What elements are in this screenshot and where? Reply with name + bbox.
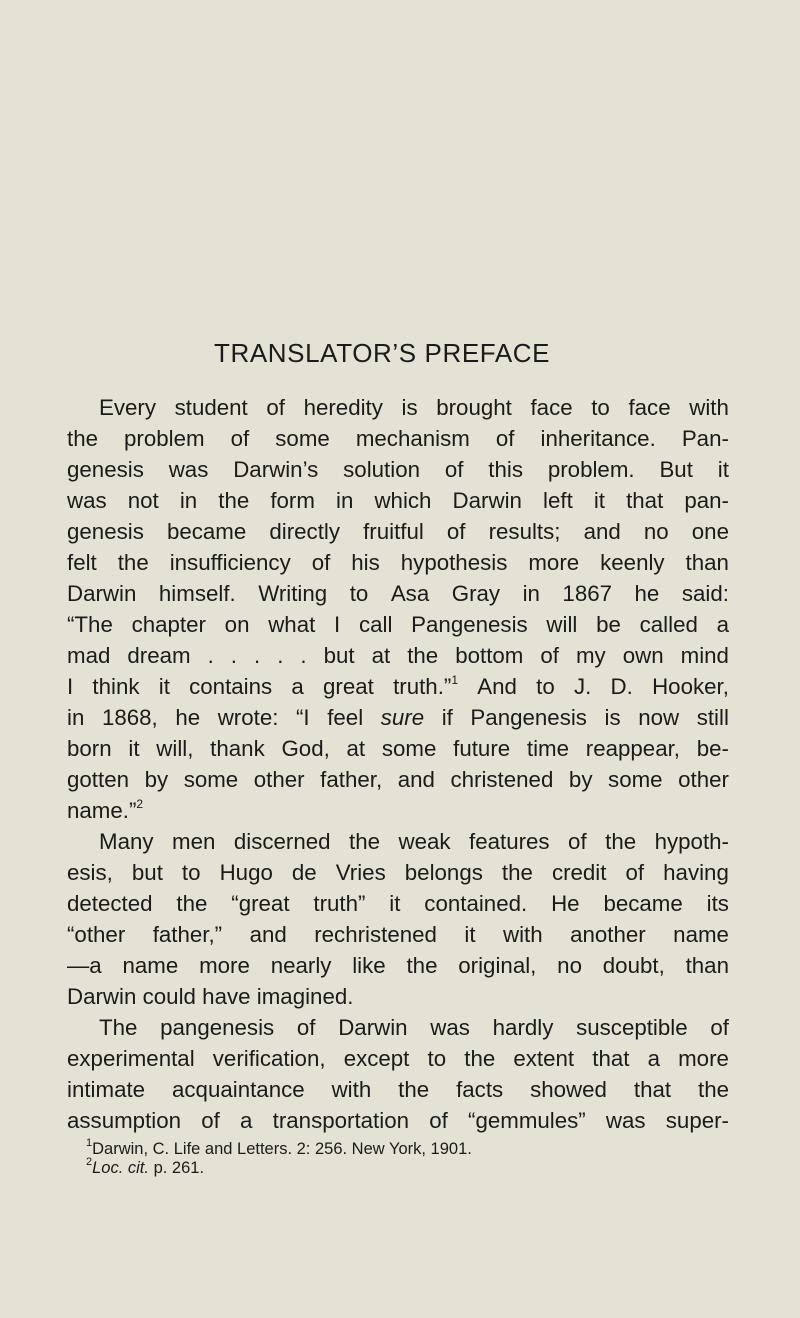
word: was — [67, 488, 107, 513]
word: showed — [530, 1077, 607, 1102]
word: some — [381, 736, 437, 761]
word: father, — [320, 767, 383, 792]
word: of — [266, 395, 285, 420]
preface-body — [67, 392, 729, 1136]
word: more — [199, 953, 250, 978]
word: rechristened — [314, 922, 437, 947]
word: is — [604, 705, 621, 730]
word: in — [179, 488, 198, 513]
word: like — [352, 953, 386, 978]
word: of — [540, 643, 559, 668]
word: “I — [296, 705, 310, 730]
footnote-ref: 1 — [451, 672, 459, 687]
word: Darwin’s — [233, 457, 319, 482]
word: a — [291, 674, 304, 699]
text-line — [67, 640, 729, 671]
footnote-1 — [86, 1136, 746, 1159]
word: 1868, — [101, 705, 158, 730]
word: Gray — [451, 581, 501, 606]
text-line — [67, 1012, 729, 1043]
word: mind — [680, 643, 729, 668]
word: another — [570, 922, 646, 947]
word: gotten — [67, 767, 129, 792]
word: inheritance. — [540, 426, 656, 451]
word: “The — [67, 612, 113, 637]
word: I — [334, 612, 341, 637]
word: than — [685, 550, 729, 575]
footnote-text: p. 261. — [148, 1159, 205, 1177]
word: of — [446, 519, 466, 544]
word: 1867 — [562, 581, 613, 606]
word: was — [605, 1108, 646, 1133]
word: became — [603, 891, 683, 916]
word: dream — [127, 643, 191, 668]
word: is — [401, 395, 418, 420]
word: be — [596, 612, 621, 637]
word: name — [122, 953, 179, 978]
word: the — [406, 953, 438, 978]
word: problem — [124, 426, 205, 451]
word: Pan- — [681, 426, 729, 451]
word: which — [374, 488, 432, 513]
word: call — [358, 612, 393, 637]
word: . — [230, 643, 237, 668]
word: will — [546, 612, 578, 637]
word: by — [144, 767, 169, 792]
word: brought — [436, 395, 512, 420]
word: have — [202, 984, 251, 1009]
word: . — [277, 643, 284, 668]
word: to — [181, 860, 201, 885]
word: the — [698, 1077, 729, 1102]
word: . — [253, 643, 261, 668]
word: truth.”$^1$ — [393, 672, 459, 699]
word: but — [323, 643, 355, 668]
footnote-marker: 1 — [86, 1136, 93, 1149]
word: name.”$^2$ — [67, 796, 144, 823]
word: great — [323, 674, 374, 699]
word: Many — [99, 829, 154, 854]
word: facts — [456, 1077, 504, 1102]
word: of — [296, 1015, 316, 1040]
footnote-2 — [86, 1155, 746, 1178]
word: fruitful — [363, 519, 424, 544]
word: of — [625, 860, 645, 885]
text-line — [67, 1074, 729, 1105]
word: future — [453, 736, 511, 761]
word: God, — [281, 736, 330, 761]
word: one — [691, 519, 729, 544]
text-line — [67, 950, 729, 981]
word: on — [224, 612, 250, 637]
word: more — [678, 1046, 729, 1071]
text-line — [67, 578, 729, 609]
word: But — [659, 457, 693, 482]
word: truth” — [313, 891, 366, 916]
word: that — [626, 488, 664, 513]
footnote-loc-cit: Loc. cit. — [92, 1159, 149, 1177]
word: the — [349, 829, 380, 854]
word: Asa — [390, 581, 430, 606]
word: Hugo — [219, 860, 273, 885]
text-line — [67, 454, 729, 485]
word: pangenesis — [160, 1015, 275, 1040]
word: belongs — [404, 860, 483, 885]
word: . — [207, 643, 214, 668]
word: hypoth- — [654, 829, 729, 854]
text-line — [67, 702, 729, 733]
footnote-text: Darwin, C. Life and Letters. 2: 256. New York, 1901. — [92, 1140, 472, 1158]
word: reappear, — [585, 736, 680, 761]
text-line — [67, 485, 729, 516]
word: was — [168, 457, 209, 482]
word: with — [331, 1077, 372, 1102]
word: nearly — [270, 953, 332, 978]
footnotes — [86, 1136, 746, 1178]
word: form — [270, 488, 315, 513]
word: other — [678, 767, 729, 792]
word: verification, — [212, 1046, 326, 1071]
word: and — [249, 922, 287, 947]
word: men — [172, 829, 216, 854]
text-line — [67, 516, 729, 547]
word: experimental — [67, 1046, 195, 1071]
word: bottom — [455, 643, 524, 668]
word: some — [183, 767, 239, 792]
word: but — [131, 860, 163, 885]
word: of — [495, 426, 515, 451]
word: be- — [696, 736, 729, 761]
word: of — [201, 1108, 220, 1133]
word: hypothesis — [400, 550, 508, 575]
word: in — [522, 581, 540, 606]
word: its — [706, 891, 729, 916]
word: assumption — [67, 1108, 182, 1133]
word: “other — [67, 922, 126, 947]
word: Vries — [335, 860, 386, 885]
word: of — [230, 426, 250, 451]
word: his — [351, 550, 380, 575]
word: time — [526, 736, 570, 761]
text-line — [67, 671, 729, 702]
word: sure — [380, 705, 425, 730]
word: student — [174, 395, 248, 420]
text-line — [67, 857, 729, 888]
text-line — [67, 1043, 729, 1074]
footnote-marker: 2 — [86, 1155, 93, 1168]
word: features — [469, 829, 550, 854]
word: it — [717, 457, 729, 482]
word: not — [127, 488, 159, 513]
word: acquaintance — [172, 1077, 305, 1102]
word: Darwin — [452, 488, 522, 513]
word: doubt, — [602, 953, 665, 978]
word: it — [128, 736, 140, 761]
word: mechanism — [355, 426, 470, 451]
word: thank — [210, 736, 265, 761]
word: more — [528, 550, 580, 575]
text-line — [67, 888, 729, 919]
word: to — [536, 674, 555, 699]
word: name — [673, 922, 729, 947]
word: Darwin — [338, 1015, 408, 1040]
word: in — [336, 488, 354, 513]
word: own — [622, 643, 664, 668]
word: a — [240, 1108, 253, 1133]
word: results; — [488, 519, 561, 544]
word: no — [557, 953, 582, 978]
word: pan- — [684, 488, 729, 513]
word: of — [568, 829, 587, 854]
word: no — [643, 519, 669, 544]
word: it — [464, 922, 476, 947]
word: himself. — [158, 581, 236, 606]
word: wrote: — [217, 705, 279, 730]
word: it — [158, 674, 170, 699]
word: of — [429, 1108, 448, 1133]
word: genesis — [67, 457, 144, 482]
page-title: TRANSLATOR’S PREFACE — [214, 338, 551, 368]
word: face — [628, 395, 671, 420]
word: still — [696, 705, 729, 730]
word: was — [430, 1015, 470, 1040]
word: feel — [327, 705, 364, 730]
word: J. — [573, 674, 592, 699]
word: Darwin — [67, 984, 137, 1009]
word: that — [592, 1046, 630, 1071]
text-line — [67, 423, 729, 454]
word: Darwin — [67, 581, 137, 606]
word: D. — [610, 674, 633, 699]
word: The — [99, 1015, 138, 1040]
word: the — [464, 1046, 496, 1071]
word: —a — [67, 953, 102, 978]
word: insufficiency — [169, 550, 291, 575]
word: he — [634, 581, 660, 606]
word: the — [67, 426, 98, 451]
word: original, — [458, 953, 537, 978]
word: other — [253, 767, 305, 792]
text-line — [67, 547, 729, 578]
word: solution — [343, 457, 420, 482]
word: susceptible — [576, 1015, 688, 1040]
word: Writing — [258, 581, 328, 606]
word: of — [710, 1015, 729, 1040]
word: the — [176, 891, 208, 916]
word: the — [501, 860, 533, 885]
word: imagined. — [256, 984, 354, 1009]
word: said: — [681, 581, 729, 606]
word: intimate — [67, 1077, 146, 1102]
word: with — [502, 922, 543, 947]
word: the — [398, 1077, 430, 1102]
word: detected — [67, 891, 153, 916]
word: this — [488, 457, 523, 482]
text-line — [67, 764, 729, 795]
text-line — [67, 795, 729, 826]
word: a — [716, 612, 729, 637]
word: except — [343, 1046, 410, 1071]
word: face — [530, 395, 573, 420]
word: contained. — [424, 891, 528, 916]
text-line — [67, 919, 729, 950]
word: what — [268, 612, 316, 637]
word: . — [300, 643, 307, 668]
word: chapter — [131, 612, 206, 637]
word: now — [638, 705, 680, 730]
word: my — [575, 643, 606, 668]
word: father,” — [152, 922, 223, 947]
word: than — [685, 953, 729, 978]
word: of — [311, 550, 331, 575]
word: credit — [551, 860, 607, 885]
word: mad — [67, 643, 111, 668]
word: if — [441, 705, 453, 730]
text-line — [67, 733, 729, 764]
word: and — [583, 519, 621, 544]
word: keenly — [600, 550, 665, 575]
word: think — [92, 674, 140, 699]
word: by — [568, 767, 593, 792]
word: a — [647, 1046, 660, 1071]
word: called — [639, 612, 698, 637]
word: at — [346, 736, 366, 761]
word: became — [166, 519, 247, 544]
word: with — [689, 395, 729, 420]
word: the — [117, 550, 149, 575]
word: “gemmules” — [468, 1108, 586, 1133]
word: Hooker, — [652, 674, 729, 699]
text-line — [67, 981, 729, 1012]
word: problem. — [547, 457, 635, 482]
text-line — [67, 826, 729, 857]
word: and — [397, 767, 435, 792]
word: born — [67, 736, 112, 761]
word: I — [67, 674, 74, 699]
text-line — [67, 1105, 729, 1136]
word: left — [543, 488, 573, 513]
footnote-ref: 2 — [136, 796, 144, 811]
word: it — [389, 891, 401, 916]
word: He — [551, 891, 580, 916]
word: some — [275, 426, 330, 451]
word: genesis — [67, 519, 144, 544]
word: Every — [99, 395, 156, 420]
word: Pangenesis — [470, 705, 587, 730]
word: the — [605, 829, 637, 854]
word: to — [427, 1046, 447, 1071]
word: directly — [269, 519, 340, 544]
word: extent — [513, 1046, 575, 1071]
word: to — [591, 395, 610, 420]
word: esis, — [67, 860, 113, 885]
word: christened — [450, 767, 554, 792]
word: the — [407, 643, 439, 668]
word: de — [291, 860, 317, 885]
word: “great — [231, 891, 290, 916]
word: at — [371, 643, 391, 668]
word: felt — [67, 550, 97, 575]
word: contains — [189, 674, 273, 699]
word: in — [67, 705, 85, 730]
word: discerned — [233, 829, 331, 854]
word: to — [349, 581, 369, 606]
word: that — [633, 1077, 672, 1102]
word: having — [663, 860, 729, 885]
text-line — [67, 609, 729, 640]
word: could — [142, 984, 196, 1009]
word: he — [175, 705, 201, 730]
word: of — [444, 457, 464, 482]
word: And — [477, 674, 517, 699]
word: it — [593, 488, 605, 513]
word: the — [218, 488, 250, 513]
word: heredity — [303, 395, 383, 420]
word: transportation — [272, 1108, 409, 1133]
word: super- — [665, 1108, 729, 1133]
word: will, — [156, 736, 194, 761]
word: weak — [398, 829, 451, 854]
word: hardly — [492, 1015, 554, 1040]
word: some — [608, 767, 663, 792]
text-line — [67, 392, 729, 423]
word: Pangenesis — [411, 612, 528, 637]
